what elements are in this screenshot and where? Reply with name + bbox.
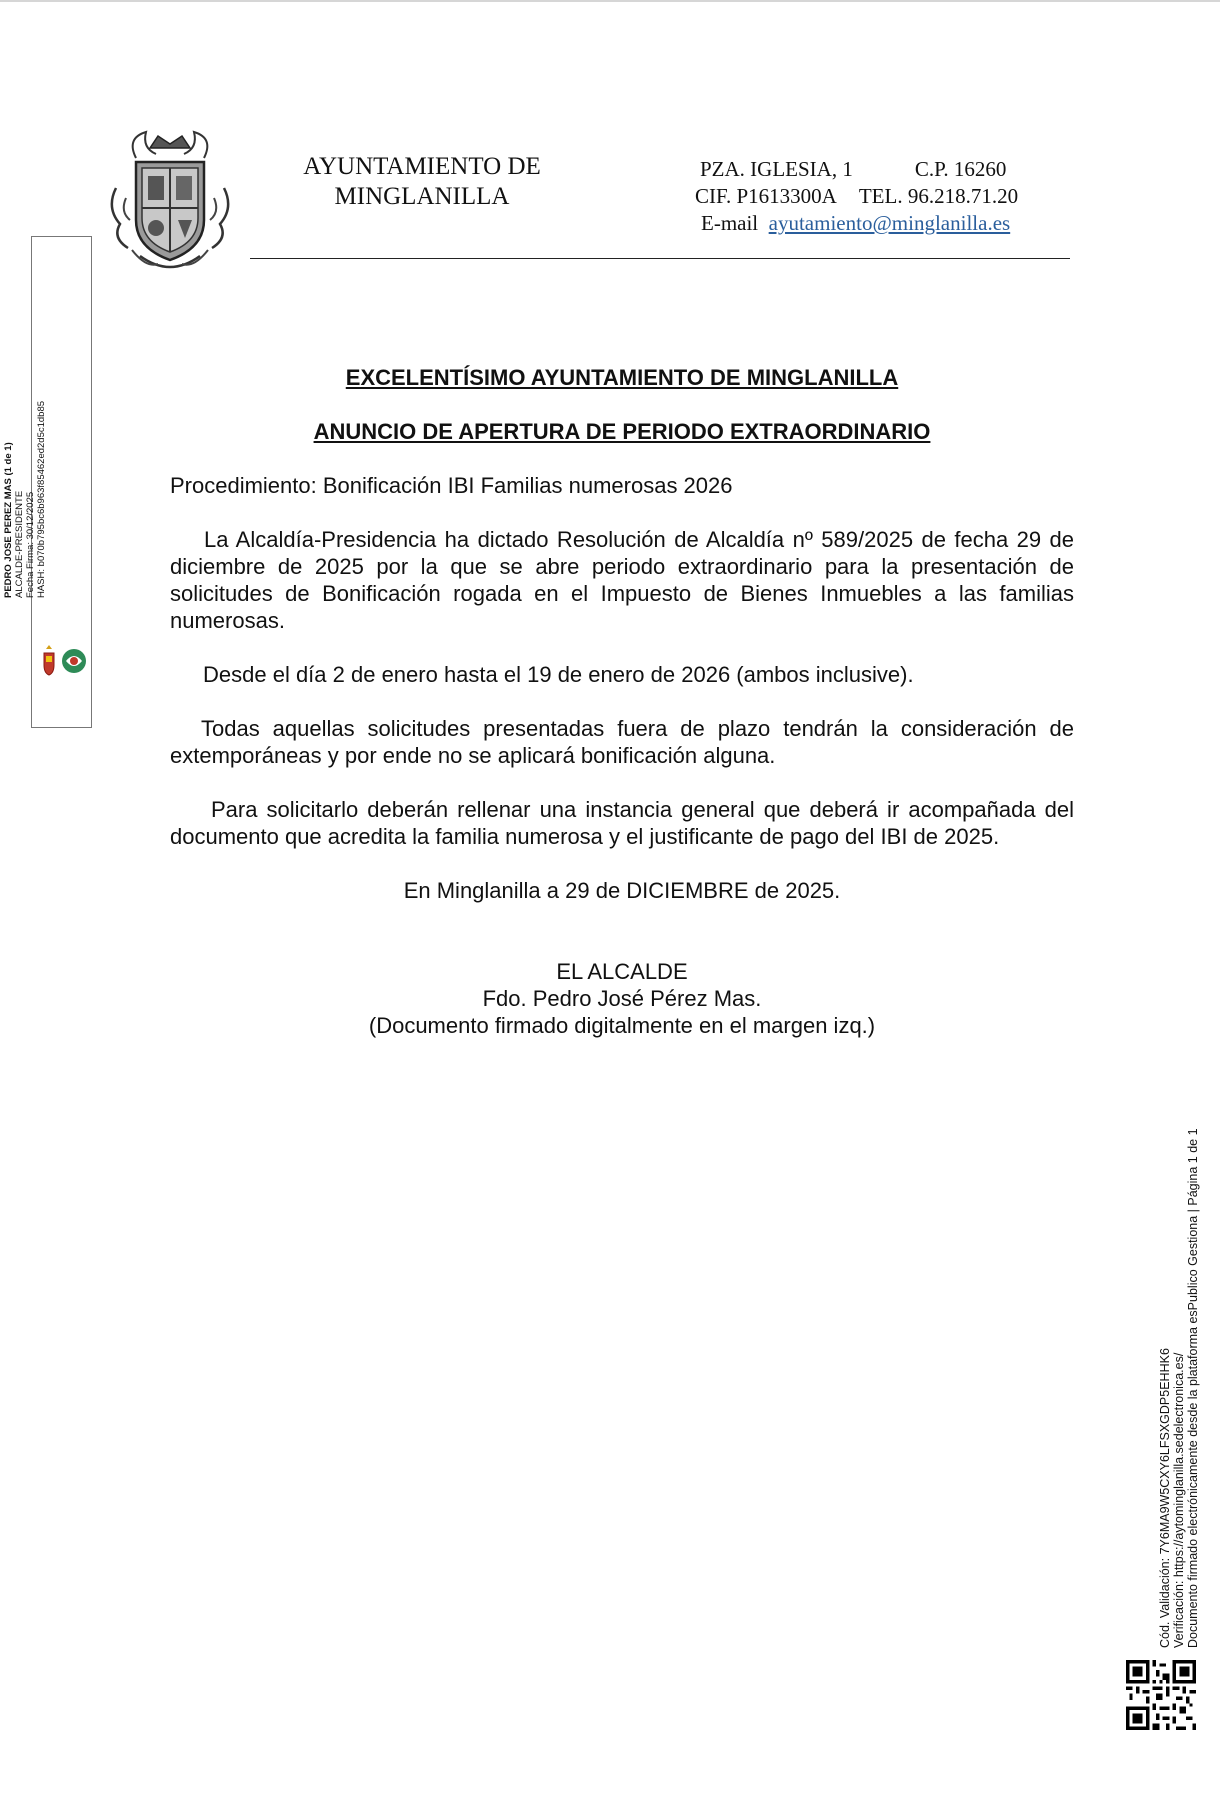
paragraph-resolution: La Alcaldía-Presidencia ha dictado Resolución de Alcaldía nº 589/2025 de fecha 29 de diciembre de 2025 por la que se abre periodo extraordinario para la presentación de solicitudes de Bonificación rogada en el Impuesto de Bienes Inmuebles a las familias numerosas.: [170, 527, 1074, 633]
validation-platform: Documento firmado electrónicamente desde la plataforma esPublico Gestiona | Página 1 de 1: [1186, 1128, 1200, 1648]
signature-note: (Documento firmado digitalmente en el margen izq.): [368, 1013, 876, 1038]
stamp-coat-of-arms-icon: [40, 645, 90, 677]
validation-strip: [1158, 1108, 1200, 1648]
municipality-name: [262, 152, 582, 212]
contact-block: [695, 156, 1100, 237]
coat-of-arms-icon: [106, 128, 234, 274]
org-line-1: AYUNTAMIENTO DE: [303, 153, 541, 180]
signature-block: [170, 958, 1074, 1039]
paragraph-requirements: Para solicitarlo deberán rellenar una instancia general que deberá ir acompañada del documento que acredita la familia numerosa y el justificante de pago del IBI de 2025.: [170, 797, 1074, 849]
signature-stamp-text: [3, 358, 47, 598]
email-label: E-mail: [701, 211, 759, 235]
document-body: [170, 364, 1074, 1039]
paragraph-deadline: Todas aquellas solicitudes presentadas fuera de plazo tendrán la consideración de extemporáneas y por ende no se aplicará bonificación alguna.: [170, 716, 1074, 768]
postal-code: C.P. 16260: [914, 157, 1007, 181]
org-line-2: MINGLANILLA: [334, 183, 510, 210]
document-title: EXCELENTÍSIMO AYUNTAMIENTO DE MINGLANILLA: [345, 365, 899, 390]
page-top-edge: [0, 0, 1220, 2]
signature-title: EL ALCALDE: [556, 959, 688, 984]
phone: TEL. 96.218.71.20: [858, 184, 1019, 208]
stamp-hash: HASH: b070b795bc6b963f85462ed2d5c1db85: [36, 400, 47, 598]
address: PZA. IGLESIA, 1: [700, 157, 853, 181]
validation-url[interactable]: Verificación: https://aytominglanilla.sedelectronica.es/: [1172, 1352, 1186, 1648]
email-row: [701, 210, 1100, 237]
qr-code-icon[interactable]: [1126, 1660, 1196, 1730]
cif-row: [695, 183, 1100, 210]
stamp-date: Fecha Firma: 30/12/2025: [25, 491, 36, 598]
paragraph-dates: Desde el día 2 de enero hasta el 19 de enero de 2026 (ambos inclusive).: [203, 662, 914, 687]
document-subtitle: ANUNCIO DE APERTURA DE PERIODO EXTRAORDINARIO: [313, 419, 931, 444]
procedure-line: Procedimiento: Bonificación IBI Familias numerosas 2026: [170, 473, 733, 498]
header-divider: [250, 258, 1070, 259]
place-date: En Minglanilla a 29 de DICIEMBRE de 2025.: [403, 878, 841, 903]
stamp-signer: PEDRO JOSE PEREZ MAS (1 de 1): [3, 442, 14, 598]
stamp-role: ALCALDE-PRESIDENTE: [14, 490, 25, 598]
address-row: [700, 156, 1100, 183]
email-link[interactable]: ayutamiento@minglanilla.es: [768, 211, 1011, 235]
validation-code: Cód. Validación: 7Y6MA9W5CXY6LFSXGDP5EHHK6: [1158, 1348, 1172, 1648]
signature-name: Fdo. Pedro José Pérez Mas.: [482, 986, 762, 1011]
cif: CIF. P1613300A: [695, 184, 837, 208]
